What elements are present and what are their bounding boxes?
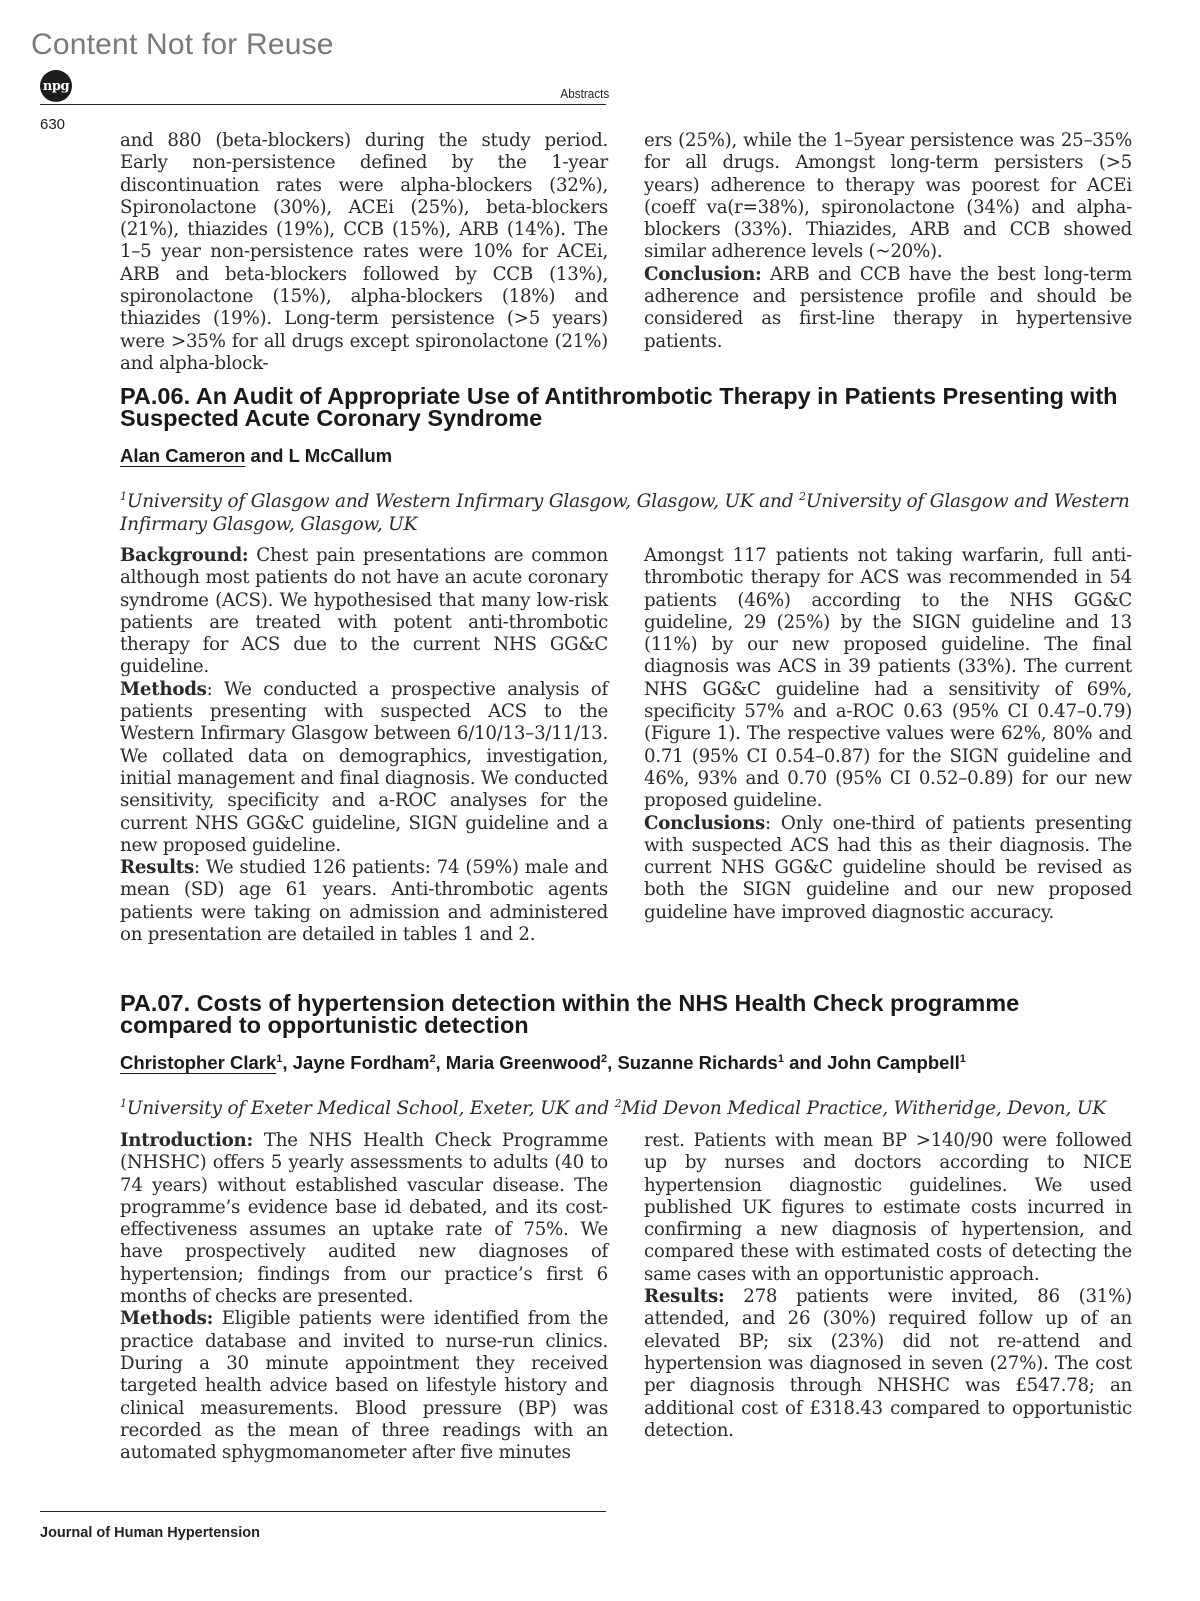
co-authors: and L McCallum [245, 445, 393, 466]
affil-marker: 1 [959, 1052, 966, 1065]
watermark: Content Not for Reuse [31, 28, 334, 61]
presenting-author: Alan Cameron [120, 445, 246, 466]
affiliation-1: University of Exeter Medical School, Exeter, UK and [126, 1098, 615, 1120]
abstract-pa07-body [120, 1130, 1132, 1464]
results-label: Results: [644, 1286, 725, 1308]
abstract-title: PA.06. An Audit of Appropriate Use of Antithrombotic Therapy in Patients Presenting with Suspected Acute Coronary Syndrome [120, 383, 1118, 431]
presenting-author: Christopher Clark [120, 1052, 277, 1073]
affil-marker: 2 [799, 490, 806, 503]
author: , Suzanne Richards [607, 1052, 778, 1073]
author: , Jayne Fordham [282, 1052, 430, 1073]
pa07-left-column [120, 1130, 608, 1464]
abstract-pa06 [120, 385, 1132, 536]
pa06-left-column [120, 545, 608, 946]
methods-paragraph [120, 1308, 608, 1464]
results-paragraph [644, 1286, 1132, 1442]
results-continued: Amongst 117 patients not taking warfarin, full anti-thrombotic therapy for ACS was recommended in 54 patients (46%) according to the NHS GG&C guideline, 29 (25%) by the SIGN guideline and 13 (11%) by our new proposed guideline. The final diagnosis was ACS in 39 patients (33%). The current NHS GG&C guideline had a sensitivity of 69%, specificity 57% and a-ROC 0.63 (95% CI 0.47–0.79) (Figure 1). The respective values were 62%, 80% and 0.71 (95% CI 0.54–0.87) for the SIGN guideline and 46%, 93% and 0.70 (95% CI 0.52–0.89) for our new proposed guideline. [644, 545, 1132, 812]
affiliation-1: University of Glasgow and Western Infirmary Glasgow, Glasgow, UK and [126, 491, 800, 513]
continuation-right-column [644, 130, 1132, 375]
results-text: : We studied 126 patients: 74 (59%) male and mean (SD) age 61 years. Anti-thrombotic agents patients were taking on admission and administered on presentation are detailed in tables 1 and 2. [120, 857, 608, 946]
affil-marker: 2 [601, 1052, 608, 1065]
npg-logo: npg [40, 70, 72, 102]
affil-marker: 1 [120, 490, 127, 503]
author: and John Campbell [783, 1052, 960, 1073]
conclusions-label: Conclusions [644, 812, 766, 834]
continuation-left-column [120, 130, 608, 375]
continuation-text: and 880 (beta-blockers) during the study period. Early non-persistence defined by the 1-year discontinuation rates were alpha-blockers (32%), Spironolactone (30%), ACEi (25%), beta-blockers (21%), thiazides (19%), CCB (15%), ARB (14%). The 1–5 year non-persistence rates were 10% for ACEi, ARB and beta-blockers followed by CCB (13%), spironolactone (15%), alpha-blockers (18%) and thiazides (19%). Long-term persistence (>5 years) were >35% for all drugs except spironolactone (21%) and alpha-block- [120, 130, 608, 374]
affiliation-2: Mid Devon Medical Practice, Witheridge, Devon, UK [621, 1098, 1106, 1120]
conclusion-text: ARB and CCB have the best long-term adherence and persistence profile and should be considered as first-line therapy in hypertensive patients. [644, 263, 1132, 352]
pa07-right-column [644, 1130, 1132, 1464]
previous-abstract-continuation [120, 130, 1132, 375]
methods-label: Methods: [120, 1308, 214, 1330]
author-list [120, 1052, 1132, 1074]
abstract-pa07 [120, 992, 1132, 1120]
affiliations [120, 485, 1132, 536]
methods-paragraph [120, 679, 608, 857]
affil-marker: 2 [614, 1097, 622, 1110]
introduction-label: Introduction: [120, 1130, 253, 1151]
author-list [120, 445, 1132, 467]
methods-label: Methods [120, 678, 207, 700]
running-head: Abstracts [560, 86, 609, 101]
affil-marker: 1 [120, 1097, 127, 1110]
methods-continued: rest. Patients with mean BP >140/90 were followed up by nurses and doctors according to NICE hypertension diagnostic guidelines. We used published UK figures to estimate costs incurred in confirming a new diagnosis of hypertension, and compared these with estimated costs of detecting the same cases with an opportunistic approach. [644, 1130, 1132, 1285]
affil-marker: 1 [777, 1052, 784, 1065]
page-number: 630 [40, 116, 66, 133]
conclusions-paragraph [644, 813, 1132, 924]
pa06-right-column [644, 545, 1132, 946]
background-text: Chest pain presentations are common although most patients do not have an acute coronary syndrome (ACS). We hypothesised that many low-risk patients are treated with potent anti-thrombotic therapy for ACS due to the current NHS GG&C guideline. [120, 545, 608, 678]
conclusions-text: : Only one-third of patients presenting with suspected ACS had this as their diagnosis. The current NHS GG&C guideline should be revised as both the SIGN guideline and our new proposed guideline have improved diagnostic accuracy. [644, 812, 1132, 923]
introduction-paragraph [120, 1130, 608, 1308]
footer-rule [40, 1511, 606, 1512]
header-rule [40, 104, 606, 105]
conclusion-paragraph [644, 264, 1132, 353]
abstract-title: PA.07. Costs of hypertension detection within the NHS Health Check programme compared to opportunistic detection [120, 990, 1020, 1038]
methods-text: : We conducted a prospective analysis of patients presenting with suspected ACS to the Western Infirmary Glasgow between 6/10/13–3/11/13. We collated data on demographics, investigation, initial management and final diagnosis. We conducted sensitivity, specificity and a-ROC analyses for the current NHS GG&C guideline, SIGN guideline and a new proposed guideline. [120, 678, 608, 856]
results-label: Results [120, 857, 194, 879]
author: , Maria Greenwood [435, 1052, 602, 1073]
results-text: 278 patients were invited, 86 (31%) attended, and 26 (30%) required follow up of an elevated BP; six (23%) did not re-attend and hypertension was diagnosed in seven (27%). The cost per diagnosis through NHSHC was £547.78; an additional cost of £318.43 compared to opportunistic detection. [644, 1286, 1132, 1441]
affil-marker: 1 [276, 1052, 283, 1065]
methods-text: Eligible patients were identified from the practice database and invited to nurse-run clinics. During a 30 minute appointment they received targeted health advice based on lifestyle history and clinical measurements. Blood pressure (BP) was recorded as the mean of three readings with an automated sphygmomanometer after five minutes [120, 1308, 608, 1464]
results-paragraph [120, 857, 608, 946]
background-label: Background: [120, 545, 249, 566]
affiliations [120, 1092, 1132, 1120]
abstract-pa06-body [120, 545, 1132, 946]
journal-name: Journal of Human Hypertension [40, 1525, 260, 1541]
affiliation-2: University of Glasgow and Western Infirmary Glasgow, Glasgow, UK [120, 491, 1130, 536]
conclusion-label: Conclusion: [644, 263, 762, 285]
continuation-text-right: ers (25%), while the 1–5year persistence was 25–35% for all drugs. Amongst long-term persisters (>5 years) adherence to therapy was poorest for ACEi (coeff va(r=38%), spironolactone (34%) and alpha-blockers (33%). Thiazides, ARB and CCB showed similar adherence levels (~20%). [644, 130, 1132, 263]
affil-marker: 2 [429, 1052, 436, 1065]
background-paragraph [120, 545, 608, 679]
introduction-text: The NHS Health Check Programme (NHSHC) offers 5 yearly assessments to adults (40 to 74 years) without established vascular disease. The programme’s evidence base id debated, and its cost-effectiveness assumes an uptake rate of 75%. We have prospectively audited new diagnoses of hypertension; findings from our practice’s first 6 months of checks are presented. [120, 1130, 608, 1308]
